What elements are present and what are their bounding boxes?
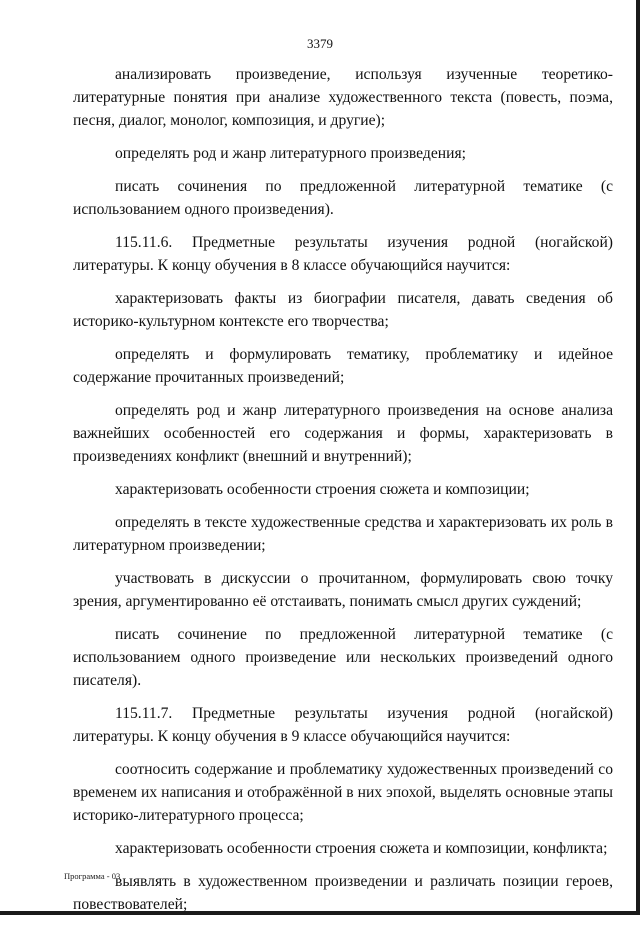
paragraph: писать сочинения по предложенной литературной тематике (с использованием одного произведения).	[73, 178, 613, 218]
paragraph: определять в тексте художественные средства и характеризовать их роль в литературном произведении;	[73, 514, 613, 554]
paragraph: участвовать в дискуссии о прочитанном, формулировать свою точку зрения, аргументированно её отстаивать, понимать смысл других суждений;	[73, 570, 613, 610]
page-number: 3379	[307, 36, 333, 51]
paragraph: писать сочинение по предложенной литературной тематике (с использованием одного произведение или нескольких произведений одного писателя).	[73, 626, 613, 689]
paragraph: характеризовать факты из биографии писателя, давать сведения об историко-культурном контексте его творчества;	[73, 290, 613, 330]
paragraph: характеризовать особенности строения сюжета и композиции, конфликта;	[115, 840, 608, 857]
paragraph: определять род и жанр литературного произведения на основе анализа важнейших особенностей его содержания и формы, характеризовать в произведениях конфликт (внешний и внутренний);	[73, 402, 613, 465]
paragraph: анализировать произведение, используя изученные теоретико-литературные понятия при анализе художественного текста (повесть, поэма, песня, диалог, монолог, композиция, и другие);	[73, 66, 613, 129]
section-heading-paragraph: 115.11.7. Предметные результаты изучения родной (ногайской) литературы. К концу обучения в 9 классе обучающийся научится:	[73, 705, 613, 745]
paragraph: характеризовать особенности строения сюжета и композиции;	[115, 481, 530, 498]
paragraph: выявлять в художественном произведении и различать позиции героев, повествователей;	[73, 873, 613, 913]
footer-label: Программа - 03	[64, 871, 121, 881]
paragraph: определять и формулировать тематику, проблематику и идейное содержание прочитанных произведений;	[73, 346, 613, 386]
section-heading-paragraph: 115.11.6. Предметные результаты изучения родной (ногайской) литературы. К концу обучения в 8 классе обучающийся научится:	[73, 234, 613, 274]
paragraph: определять род и жанр литературного произведения;	[115, 145, 466, 162]
paragraph: соотносить содержание и проблематику художественных произведений со временем их написания и отображённой в них эпохой, выделять основные этапы историко-литературного процесса;	[73, 761, 613, 824]
document-body	[73, 63, 613, 926]
